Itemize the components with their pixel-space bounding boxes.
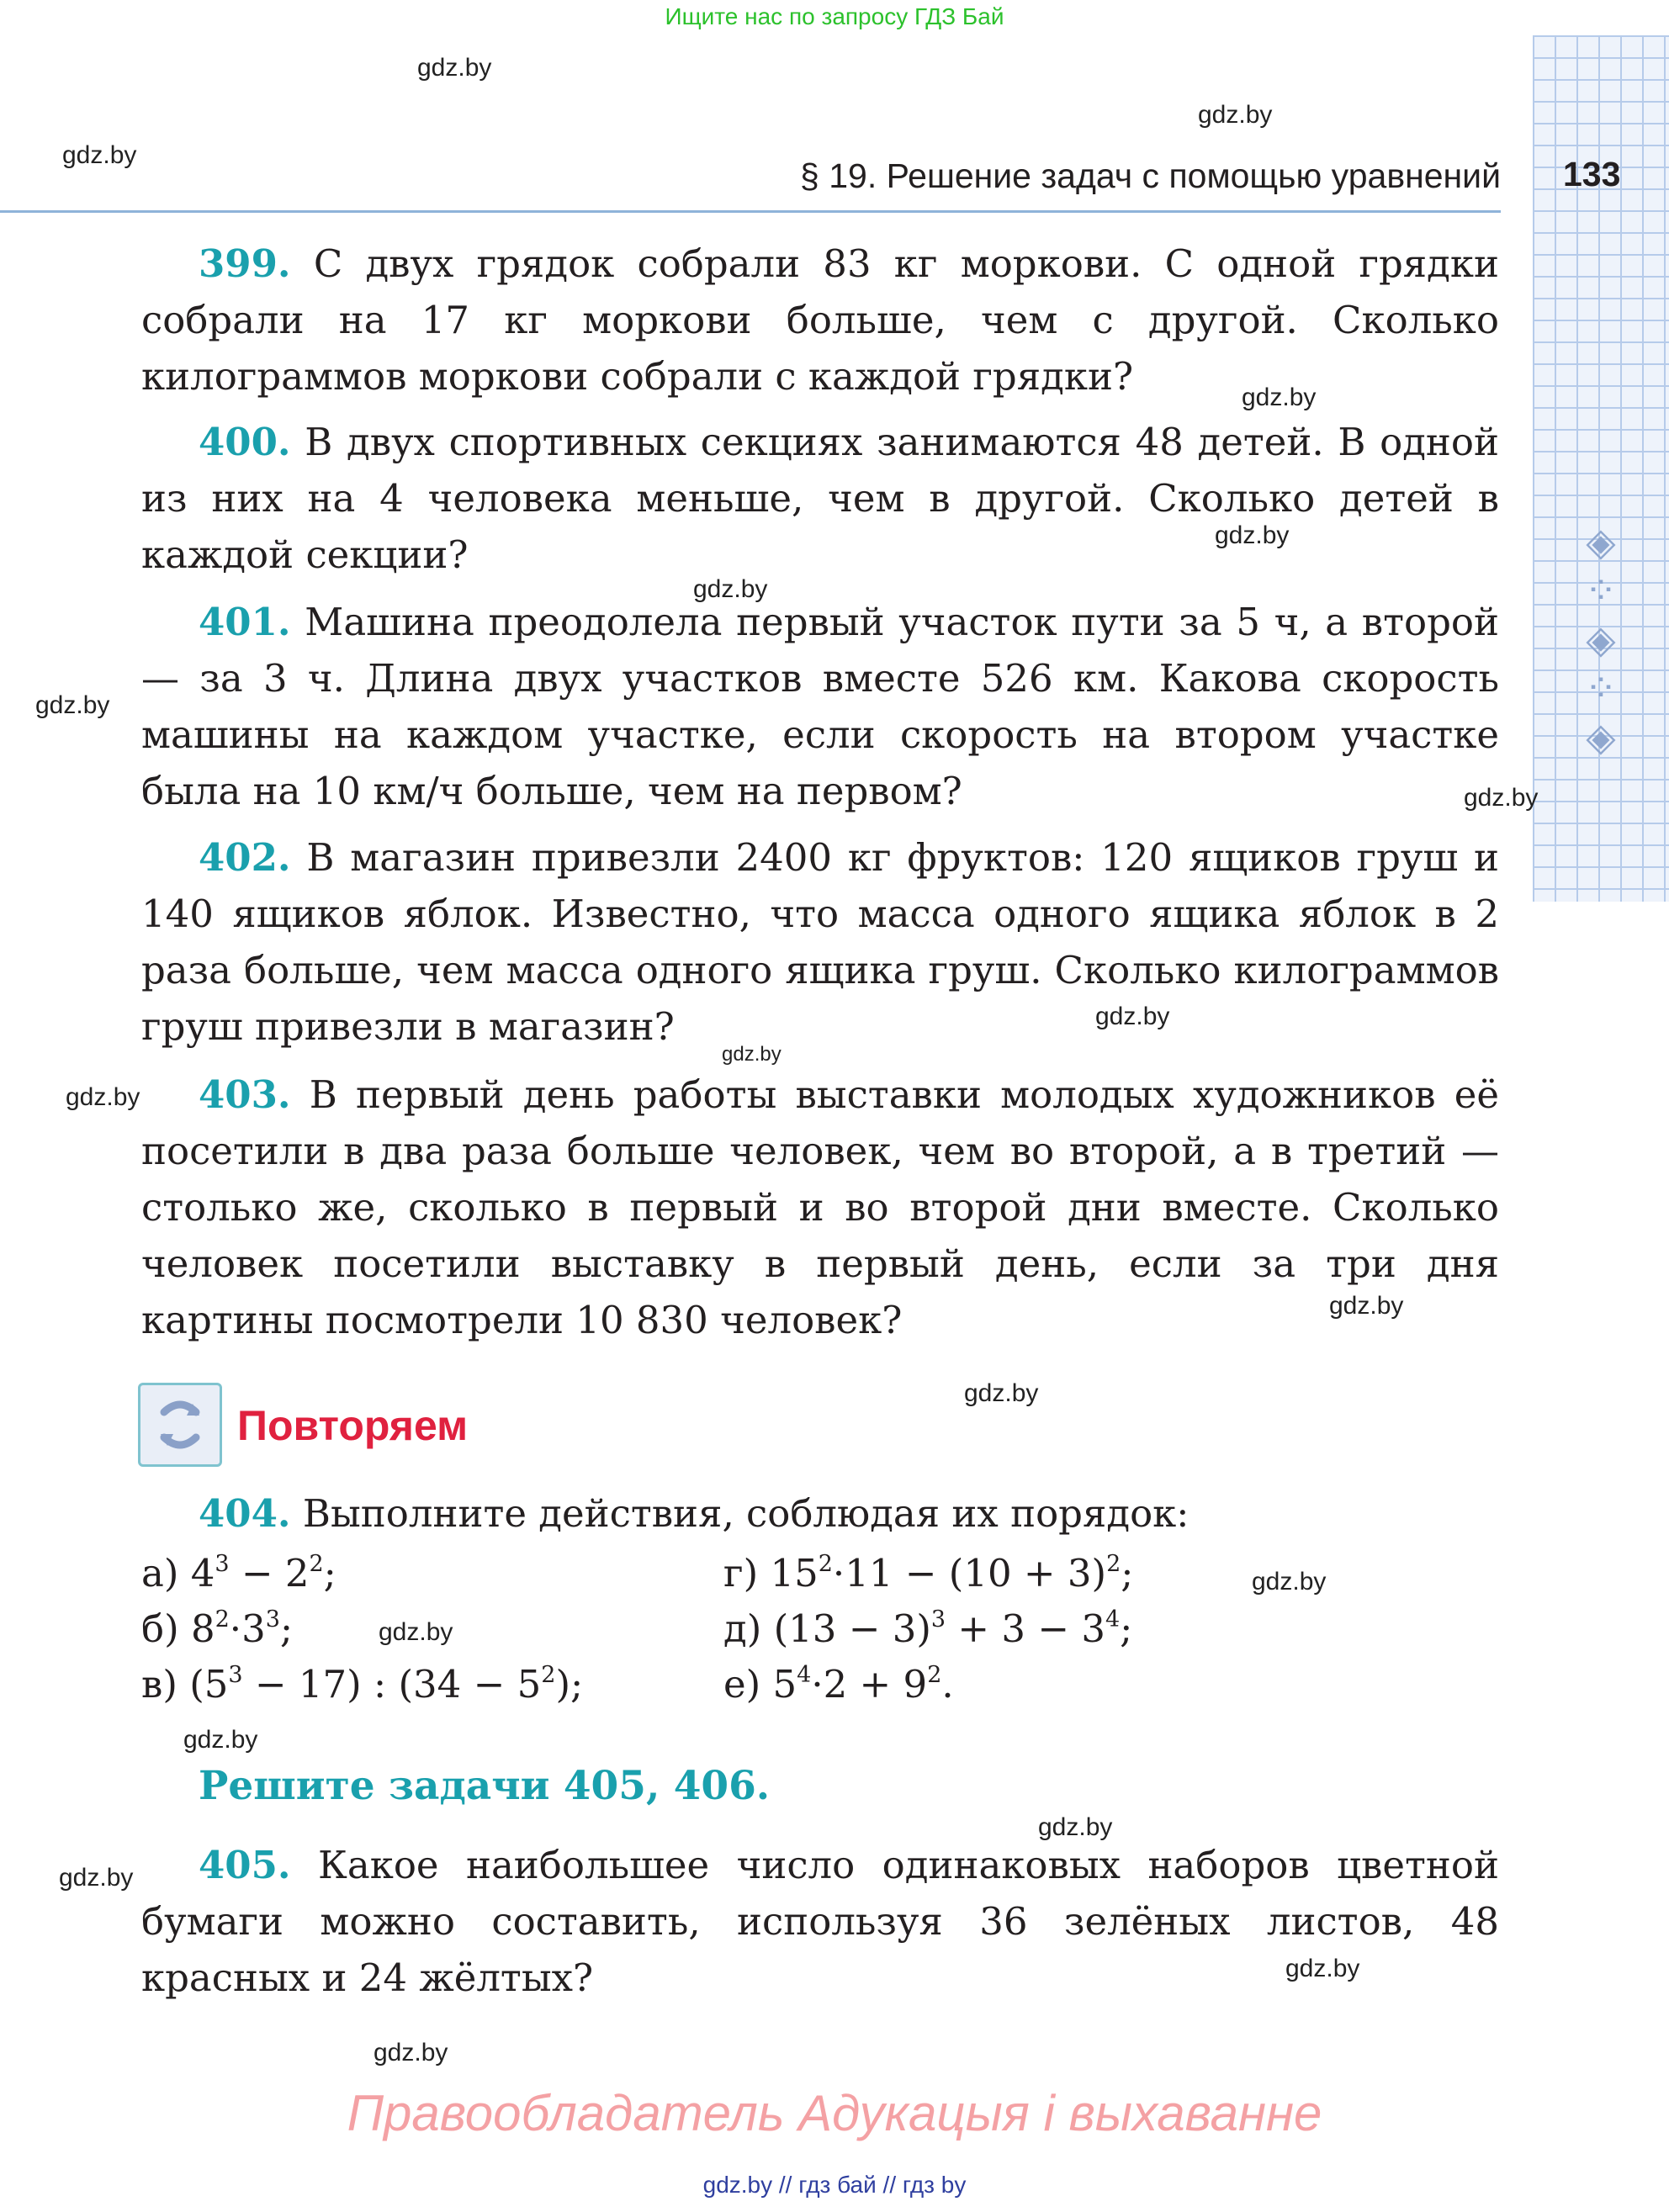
exercise-label: а) <box>141 1551 179 1595</box>
task-number: 402. <box>199 835 291 880</box>
watermark: gdz.by <box>1215 521 1290 549</box>
task-402 <box>141 829 1499 1055</box>
task-405 <box>141 1837 1499 2006</box>
ornament-icon: ◈ ⁘ ◈ ⁘ ◈ <box>1584 519 1618 759</box>
copyright-footer: Правообладатель Адукацыя і выхаванне <box>347 2085 1322 2141</box>
watermark: gdz.by <box>1285 1955 1360 1982</box>
watermark: gdz.by <box>183 1726 258 1754</box>
watermark: gdz.by <box>59 1864 134 1892</box>
watermark: gdz.by <box>1095 1003 1170 1030</box>
page-number: 133 <box>1563 155 1621 193</box>
exercise-g: г) $15^2\cdot 11 - (10 + 3)^2$; <box>723 1551 1134 1595</box>
section-title: Повторяем <box>237 1402 469 1449</box>
task-text: Машина преодолела первый участок пути за 5 ч, а второй — за 3 ч. Длина двух участков вместе 526 км. Какова скорость машины на каждом участке, если скорость на втором участке была на 10 км/ч больше, чем на первом? <box>141 600 1499 813</box>
watermark: gdz.by <box>1198 101 1273 129</box>
watermark: gdz.by <box>1464 784 1539 812</box>
watermark: gdz.by <box>1252 1568 1327 1595</box>
exercise-v: в) $(5^3 - 17)$ : $(34 - 5^2)$; <box>141 1662 584 1707</box>
watermark: gdz.by <box>1329 1292 1404 1320</box>
watermark: gdz.by <box>1038 1813 1113 1841</box>
task-399 <box>141 235 1499 405</box>
watermark: gdz.by <box>62 141 137 169</box>
watermark: gdz.by <box>417 54 492 82</box>
task-404 <box>141 1485 1499 1542</box>
watermark: gdz.by <box>693 575 768 603</box>
top-banner[interactable]: Ищите нас по запросу ГДЗ Бай <box>665 3 1004 29</box>
watermark: gdz.by <box>66 1083 140 1111</box>
exercise-label: б) <box>141 1606 179 1651</box>
task-number: 405. <box>199 1843 291 1887</box>
exercise-d: д) $(13 - 3)^3 + 3 - 3^4$; <box>723 1606 1133 1651</box>
watermark: gdz.by <box>374 2039 448 2066</box>
exercise-e: е) $5^4\cdot 2 + 9^2$. <box>723 1662 954 1707</box>
task-number: 404. <box>199 1491 291 1536</box>
bottom-links[interactable]: gdz.by // гдз бай // гдз by <box>702 2172 967 2198</box>
task-number: 401. <box>199 600 291 644</box>
watermark: gdz.by <box>964 1379 1039 1407</box>
watermark: gdz.by <box>722 1043 782 1066</box>
exercise-a: а) $4^3 - 2^2$; <box>141 1551 336 1595</box>
task-text: С двух грядок собрали 83 кг моркови. С одной грядки собрали на 17 кг моркови больше, чем с другой. Сколько килограммов моркови собрали с каждой грядки? <box>141 241 1499 399</box>
header-divider <box>0 210 1501 213</box>
watermark: gdz.by <box>1242 384 1317 411</box>
task-text: Какое наибольшее число одинаковых наборов цветной бумаги можно составить, используя 36 зелёных листов, 48 красных и 24 жёлтых? <box>141 1843 1499 2000</box>
task-401 <box>141 594 1499 819</box>
exercise-b: б) $8^2\cdot 3^3$; <box>141 1606 294 1651</box>
repeat-icon <box>138 1383 222 1467</box>
task-number: 399. <box>199 241 291 286</box>
exercise-label: г) <box>723 1551 759 1595</box>
task-number: 400. <box>199 420 291 464</box>
task-text: В магазин привезли 2400 кг фруктов: 120 ящиков груш и 140 ящиков яблок. Известно, что масса одного ящика яблок в 2 раза больше, чем масса одного ящика груш. Сколько килограммов груш привезли в магазин? <box>141 835 1500 1049</box>
task-400 <box>141 414 1499 583</box>
task-number: 403. <box>199 1072 291 1117</box>
task-text: В первый день работы выставки молодых художников её посетили в два раза больше человек, чем во второй, а в третий — столько же, сколько в первый и во второй дни вместе. Сколько человек посетили выставку в первый день, если за три дня картины посмотрели 10 830 человек? <box>141 1072 1499 1342</box>
task-text: Выполните действия, соблюдая их порядок: <box>302 1491 1189 1536</box>
exercise-label: е) <box>723 1662 761 1707</box>
task-403 <box>141 1066 1499 1348</box>
exercise-label: д) <box>723 1606 762 1651</box>
watermark: gdz.by <box>35 691 110 719</box>
task-text: В двух спортивных секциях занимаются 48 детей. В одной из них на 4 человека меньше, чем в другой. Сколько детей в каждой секции? <box>141 420 1499 577</box>
page-header-title: § 19. Решение задач с помощью уравнений <box>800 156 1501 195</box>
solve-instruction: Решите задачи 405, 406. <box>199 1763 771 1809</box>
exercise-label: в) <box>141 1662 177 1707</box>
watermark: gdz.by <box>379 1618 453 1646</box>
